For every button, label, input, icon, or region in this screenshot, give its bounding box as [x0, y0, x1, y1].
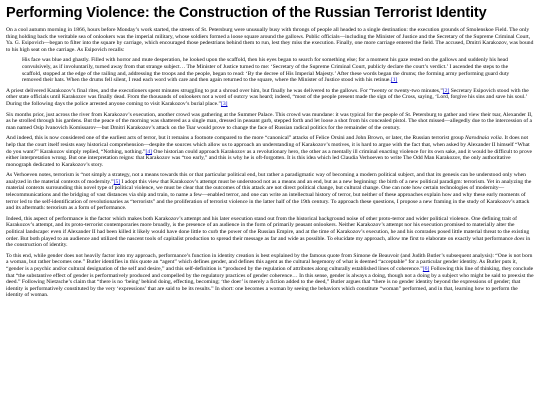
footnote-link[interactable]: [6] [422, 266, 430, 272]
text-run: Indeed, this aspect of performance is the factor which makes both Karakozov’s attempt and his later execution stand out from the historical background noise of other proto-terror and wider political violence. One defining trait of Karakozov’s attempt, and its proto-terrorist contemporaries more broadly, is the presence of an audience in the form of primarily peasant onlookers. Neither Karakozov’s attempt nor his execution promised to materially alter the political landscape: even if Alexander II had been killed it likely would have done little to curb the power of the Russian Empire, and at the time of Karakozov’s execution, he and his comrades posed little material threat to the existing order. But both played to an audience and utilized the nascent tools of capitalist production to spread their message as far and wide as possible. To elucidate my approach, allow me first to elaborate on exactly what performance [6, 215, 530, 242]
paragraph [6, 112, 534, 132]
text-run: in the construction of identity. [6, 235, 531, 249]
text-run: As Verhoeven notes, terrorism is “not simply a strategy, not a means towards this or that particular political end, but rather a paradigmatic way of becoming a modern political subject, and that its genesis can be understood only when analyzed in the material contexts of modernity.” [6, 172, 526, 185]
footnote-link[interactable]: [3] [221, 100, 228, 107]
footnote-link[interactable]: [5] [113, 178, 121, 185]
text-run: Following this line of thinking, they conclude that “the substantive effect of gender is performatively produced and compelled by the regulatory practices of gender coherence… In this sense, gender is always a doing, though not a doing by a subject who might be said to preexist the deed.” Following Nietzsche’s claim that “there is no ‘being’ behind doing, effecting, becoming; ‘the doer’ is merely a fiction added to the deed,” Butler argues that “there is no gender identity beyond the expressions of gender; that identity is performatively constituted by the very ‘expressions’ that are said to be its results.” In short: one becomes a woman by seeing the behaviors which constitute “woman” performed, and in that, learning how to perform the identity of woman. [6, 266, 534, 299]
text-run: A priest delivered Karakozov’s final rites, and the executioners spent minutes struggling to put a shroud over him, but finally he was delivered to the gallows. For “twenty or twenty-two minutes,” [6, 87, 443, 94]
paragraph [6, 88, 534, 108]
paragraph [6, 253, 534, 299]
text-run: Secretary Esipovich stood with the other state officials until Karakozov was finally dead. From the thousands of onlookers not a word of outcry was heard; indeed, “most of the people present made the sign of the Cross, saying, ‘Lord, forgive his sins and save his soul.’ During the following days the police arrested anyone coming to visit Karakozov’s burial place.” [6, 87, 529, 107]
paragraph [6, 135, 534, 168]
text-run: I adopt this view that Karakozov’s attempt must be understood not as a means and an end, but as a new beginning: the birth of a new political paradigm: terrorism. Yet in analyzing the material contexts surrounding this novel type of political violence, we must be clear that the outcomes of this attack are not direct political change, but cultural change. One can note how certain technologies of modernity—telecommunications and the bridging of vast distances via ship and train, to name a few—enabled terror, and one can write an intellectual history of terror, but neither of these approaches explain how and why these early moments of terror led to the self-identification of revolutionaries as “terrorists” and the proliferation of terrorist violence in the latter half of the 19th century. To approach these questions, I propose a new framing in the study of Karakozov’s attack and its aftermath: terrorism as a form of performance. [6, 178, 532, 212]
text-run: To this end, while gender does not heavily factor into my approach, performance’s function in identity creation is best explained by the famous quote from Simone de Beauvoir (and Judith Butler’s subsequent analysis): “One is not born a woman, but rather becomes one.” Butler identifies in this quote an “agent” which defines gender, and defines this agent as the cultural hegemony of what is deemed “acceptable” for a particular gender identity. As Butler puts it, “gender is a psychic and/or cultural designation of the self and desire,” and this self-definition is “produced by the regulation of attributes along culturally established lines of coherence.” [6, 252, 533, 272]
text-run: . It does not help that the court itself resists easy historical comprehension—despite the sources which allow us to approach an understanding of Karakozov’s motives, it is hard to argue with the fact that, when asked by Alexander II himself “What do you want?” Karakozov simply replied, “Nothing, nothing.” [6, 135, 530, 155]
text-run: His face was blue and ghastly. Filled with horror and mute desperation, he looked upon the scaffold, then his eyes began to search for something else; for a moment his gaze rested on the gallows and suddenly his head convulsively, as if involuntarily, turned away from that strange subject… The Minister of Justice turned to me: ‘Secretary of the Supreme Criminal Court, publicly declare the court’s verdict.’ I ascended the steps to the scaffold, stopped at the edge of the railing and, addressing the troops and the people, began to read: ‘By the decree of His Imperial Majesty.’ After these words began the drums; the forming army performing guard duty removed their hats. When the drums fell silent, I read each word with care and then again returned to the square, where the Minister of Justice stood with his retinue. [22, 57, 510, 84]
emphasized-text: does [514, 235, 525, 242]
footnote-link[interactable]: [1] [390, 77, 398, 84]
emphasized-text: Narodnaia volia [465, 135, 502, 142]
footnote-link[interactable]: [4] [145, 148, 153, 155]
paragraph [6, 27, 534, 53]
text-run: On a cool autumn morning in 1866, hours before Monday’s work started, the streets of St. Petersburg were unusually busy with throngs of people all headed to a single destination: the execution grounds of Smolenskoe Field. The only thing holding back the veritable sea of onlookers was the imperial military, whose soldiers formed a loose square around the gallows. Public officials—including the Minister of Justice and the Secretary of the Supreme Criminal Court, Ya. G. Esipovich—began to filter into the square by carriage, which encouraged those pedestrians behind them to run, lest they miss the execution. Finally, one more carriage entered the field. The accused, Dmitri Karakozov, was bound to his high seat on the carriage. As Esipovich recalls: [6, 27, 534, 53]
text-run: And indeed, this is now considered one of the earliest acts of terror, but it remains a footnote compared to the more “canonical” attacks of Felice Orsini and John Brown, or later, the Russian terrorist group [6, 135, 466, 142]
paragraph [6, 172, 534, 212]
text-run: One historian could approach Karakozov as a revolutionary hero, the other as a mentally ill criminal enacting violence for its own sake, and it would be difficult to prove either interpretation wrong. But one interpretation reigns: that Karakozov was “too early,” and this is why he is oft-forgotten. It is this idea which led Claudia Verhoeven to write The Odd Man Karakozov, the only authoritative monograph dedicated to Karakozov’s story. [6, 148, 533, 168]
text-run: Six months prior, just across the river from Karakozov’s execution, another crowd was gathering at the Summer Palace. This crowd was mundane: it was typical for the people of St. Petersburg to gather and view their tsar, Alexander II, as he strolled through his gardens. But the peace of the morning was shattered as a single man, dressed in peasant garb, stepped forth and let loose a shot from his concealed pistol. The shot missed—allegedly due to the intercession of a man named Osip Ivanovich Komissarov—but Dmitri Karakozov’s attack on the Tsar would prove to change the face of Russian radical politics for the remainder of the century. [6, 111, 533, 131]
paragraph [6, 216, 534, 249]
page-title: Performing Violence: the Construction of the Russian Terrorist Identity [6, 5, 487, 21]
article-body [6, 27, 534, 299]
block-quote [22, 57, 526, 83]
footnote-link[interactable]: [2] [442, 87, 450, 94]
